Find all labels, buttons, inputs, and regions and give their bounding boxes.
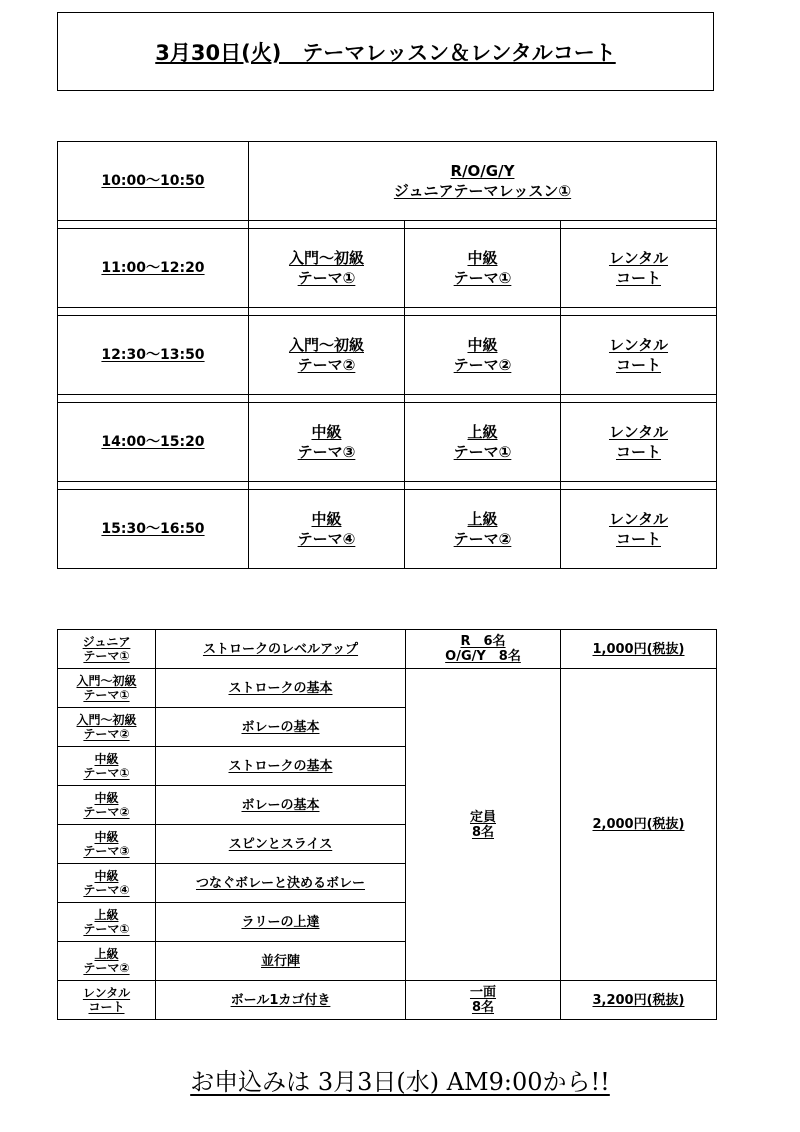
category-cell: ジュニア テーマ① — [58, 630, 156, 669]
content-cell: 並行陣 — [156, 942, 406, 981]
price-cell: 3,200円(税抜) — [561, 981, 717, 1020]
time-cell: 11:00〜12:20 — [58, 229, 249, 308]
rental-cell: レンタル コート — [561, 316, 717, 395]
schedule-table — [57, 141, 717, 569]
category-cell: 上級 テーマ① — [58, 903, 156, 942]
junior-lesson-name: ジュニアテーマレッスン① — [393, 182, 572, 200]
time-cell: 15:30〜16:50 — [58, 490, 249, 569]
schedule-row — [58, 229, 717, 308]
lesson-cell: 中級 テーマ① — [405, 229, 561, 308]
capacity-cell: 一面 8名 — [406, 981, 561, 1020]
lesson-cell: 入門〜初級 テーマ② — [249, 316, 405, 395]
content-cell: ストロークのレベルアップ — [156, 630, 406, 669]
category-cell: 中級 テーマ② — [58, 786, 156, 825]
lesson-cell: 中級 テーマ③ — [249, 403, 405, 482]
content-cell: ボール1カゴ付き — [156, 981, 406, 1020]
schedule-row — [58, 490, 717, 569]
price-cell: 2,000円(税抜) — [561, 669, 717, 981]
rental-cell: レンタル コート — [561, 490, 717, 569]
content-cell: つなぐボレーと決めるボレー — [156, 864, 406, 903]
category-cell: 中級 テーマ④ — [58, 864, 156, 903]
info-row — [58, 981, 717, 1020]
content-cell: ボレーの基本 — [156, 786, 406, 825]
page-title: 3月30日(火) テーマレッスン＆レンタルコート — [155, 40, 616, 65]
content-cell: ストロークの基本 — [156, 747, 406, 786]
row-gap — [58, 482, 717, 490]
lesson-cell: 中級 テーマ④ — [249, 490, 405, 569]
application-notice — [0, 1062, 800, 1097]
title-box — [57, 12, 714, 91]
row-gap — [58, 221, 717, 229]
schedule-row — [58, 316, 717, 395]
rental-cell: レンタル コート — [561, 229, 717, 308]
lesson-info-table — [57, 629, 717, 1020]
schedule-row — [58, 403, 717, 482]
lesson-cell: 中級 テーマ② — [405, 316, 561, 395]
content-cell: ストロークの基本 — [156, 669, 406, 708]
lesson-cell: 上級 テーマ① — [405, 403, 561, 482]
lesson-cell: 上級 テーマ② — [405, 490, 561, 569]
application-notice-text: お申込みは 3月3日(水) AM9:00から!! — [190, 1068, 610, 1096]
time-cell: 12:30〜13:50 — [58, 316, 249, 395]
price-cell: 1,000円(税抜) — [561, 630, 717, 669]
row-gap — [58, 308, 717, 316]
rental-cell: レンタル コート — [561, 403, 717, 482]
schedule-row — [58, 142, 717, 221]
info-row — [58, 630, 717, 669]
time-cell: 14:00〜15:20 — [58, 403, 249, 482]
content-cell: ラリーの上達 — [156, 903, 406, 942]
junior-groups: R/O/G/Y — [450, 162, 515, 180]
category-cell: 中級 テーマ③ — [58, 825, 156, 864]
capacity-cell: 定員 8名 — [406, 669, 561, 981]
capacity-cell: R 6名 O/G/Y 8名 — [406, 630, 561, 669]
content-cell: スピンとスライス — [156, 825, 406, 864]
junior-lesson-cell — [249, 142, 717, 221]
lesson-cell: 入門〜初級 テーマ① — [249, 229, 405, 308]
content-cell: ボレーの基本 — [156, 708, 406, 747]
category-cell: 入門〜初級 テーマ② — [58, 708, 156, 747]
category-cell: レンタル コート — [58, 981, 156, 1020]
category-cell: 上級 テーマ② — [58, 942, 156, 981]
info-row — [58, 669, 717, 708]
category-cell: 入門〜初級 テーマ① — [58, 669, 156, 708]
category-cell: 中級 テーマ① — [58, 747, 156, 786]
time-cell: 10:00〜10:50 — [58, 142, 249, 221]
row-gap — [58, 395, 717, 403]
